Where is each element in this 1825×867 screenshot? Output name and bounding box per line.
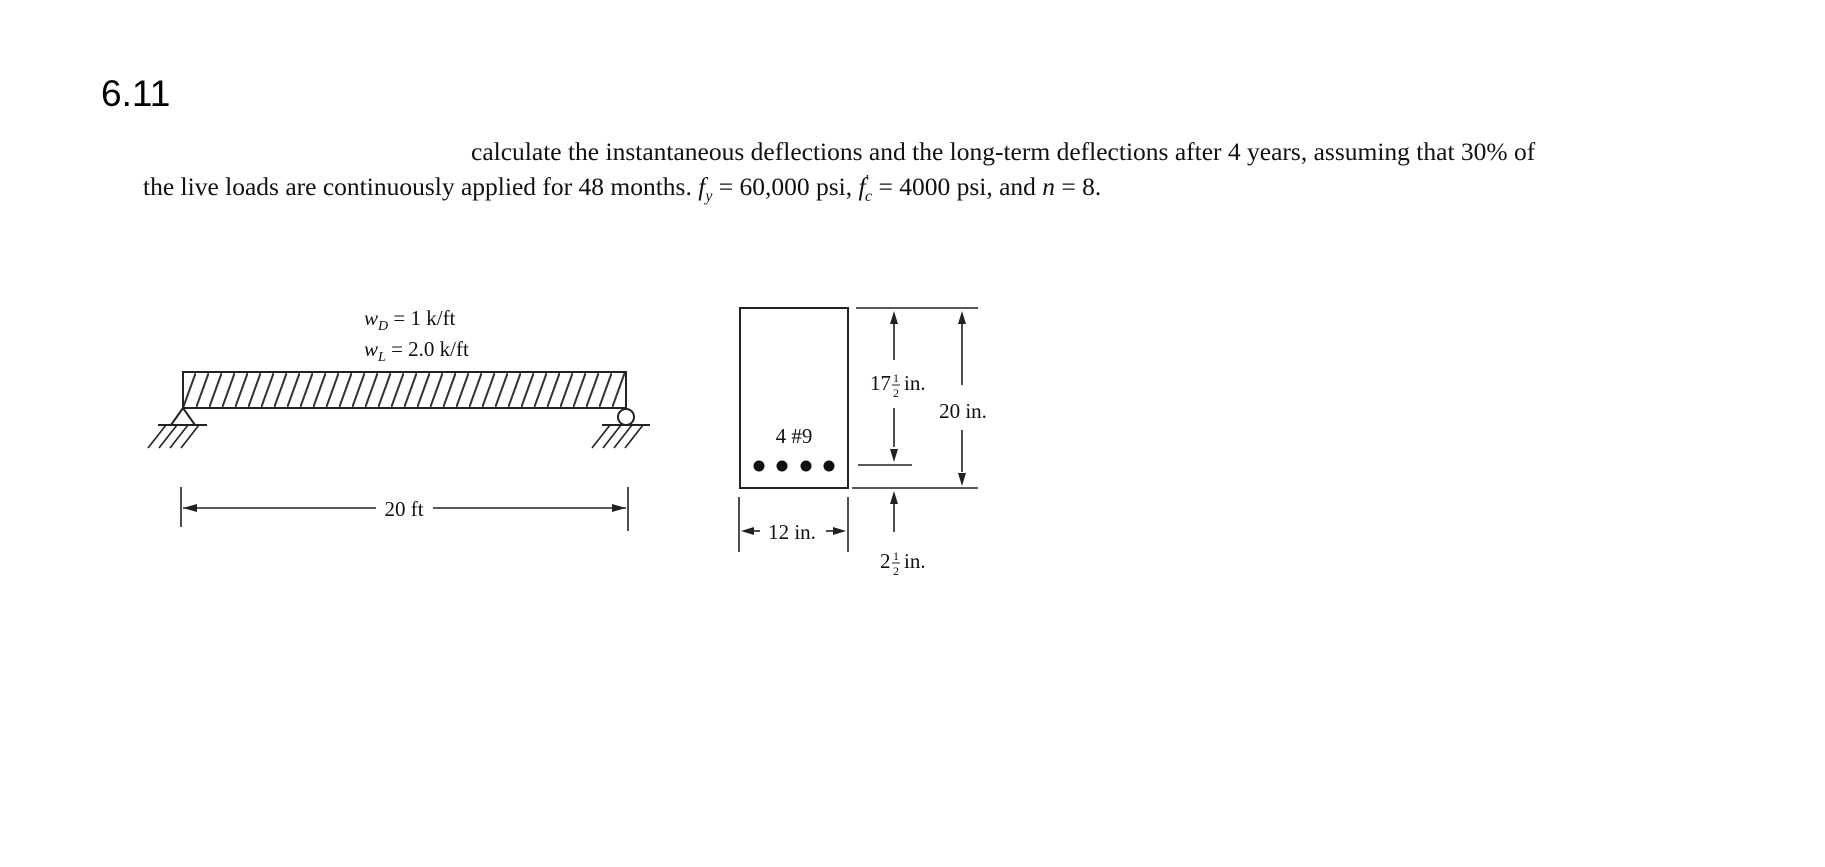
- live-load-label: $w_L = 2.0$ k/ft: [364, 337, 469, 365]
- effective-depth-label: 17: [870, 371, 891, 395]
- dead-load-label: $w_D = 1$ k/ft: [364, 306, 456, 334]
- total-height-label: 20 in.: [939, 399, 987, 423]
- cross-section: [739, 308, 987, 578]
- fc-prime: ′: [865, 172, 870, 190]
- problem-number: 6.11: [101, 73, 171, 114]
- cover-unit: in.: [904, 549, 926, 573]
- cover-frac-num: 1: [893, 549, 899, 563]
- problem-text-line-1: calculate the instantaneous deflections and the long-term deflections after 4 years, assuming that 30% of: [471, 137, 1536, 166]
- fc-symbol: f: [858, 172, 866, 201]
- span-label: 20 ft: [384, 497, 424, 521]
- n-value: = 8.: [1055, 172, 1102, 201]
- beam-elevation: [148, 306, 650, 531]
- fc-value: = 4000 psi, and: [872, 172, 1043, 201]
- effective-depth-unit: in.: [904, 371, 926, 395]
- rebar-4: [824, 461, 835, 472]
- rebar-2: [777, 461, 788, 472]
- rebar-3: [801, 461, 812, 472]
- width-dimension: [739, 497, 848, 552]
- bars-label: 4 #9: [775, 424, 813, 448]
- n-symbol: n: [1042, 172, 1056, 201]
- fy-symbol: f: [698, 172, 706, 201]
- pin-support: [148, 408, 207, 448]
- fc-subscript: c: [865, 188, 873, 206]
- cover-dimension: [880, 491, 926, 578]
- distributed-load-hatch: [183, 372, 626, 408]
- rebar-1: [754, 461, 765, 472]
- width-label: 12 in.: [768, 520, 816, 544]
- effective-depth-dimension: [870, 311, 926, 462]
- section-outline: [740, 308, 848, 488]
- effective-depth-frac-num: 1: [893, 371, 899, 385]
- problem-text-line-2-start: the live loads are continuously applied for 48 months.: [143, 172, 699, 201]
- roller-support: [592, 409, 650, 448]
- fy-value: = 60,000 psi,: [712, 172, 859, 201]
- span-dimension: [181, 487, 628, 531]
- cover-frac-den: 2: [893, 564, 899, 578]
- fy-subscript: y: [705, 188, 713, 206]
- cover-whole: 2: [880, 549, 891, 573]
- total-height-dimension: [939, 311, 987, 486]
- effective-depth-frac-den: 2: [893, 386, 899, 400]
